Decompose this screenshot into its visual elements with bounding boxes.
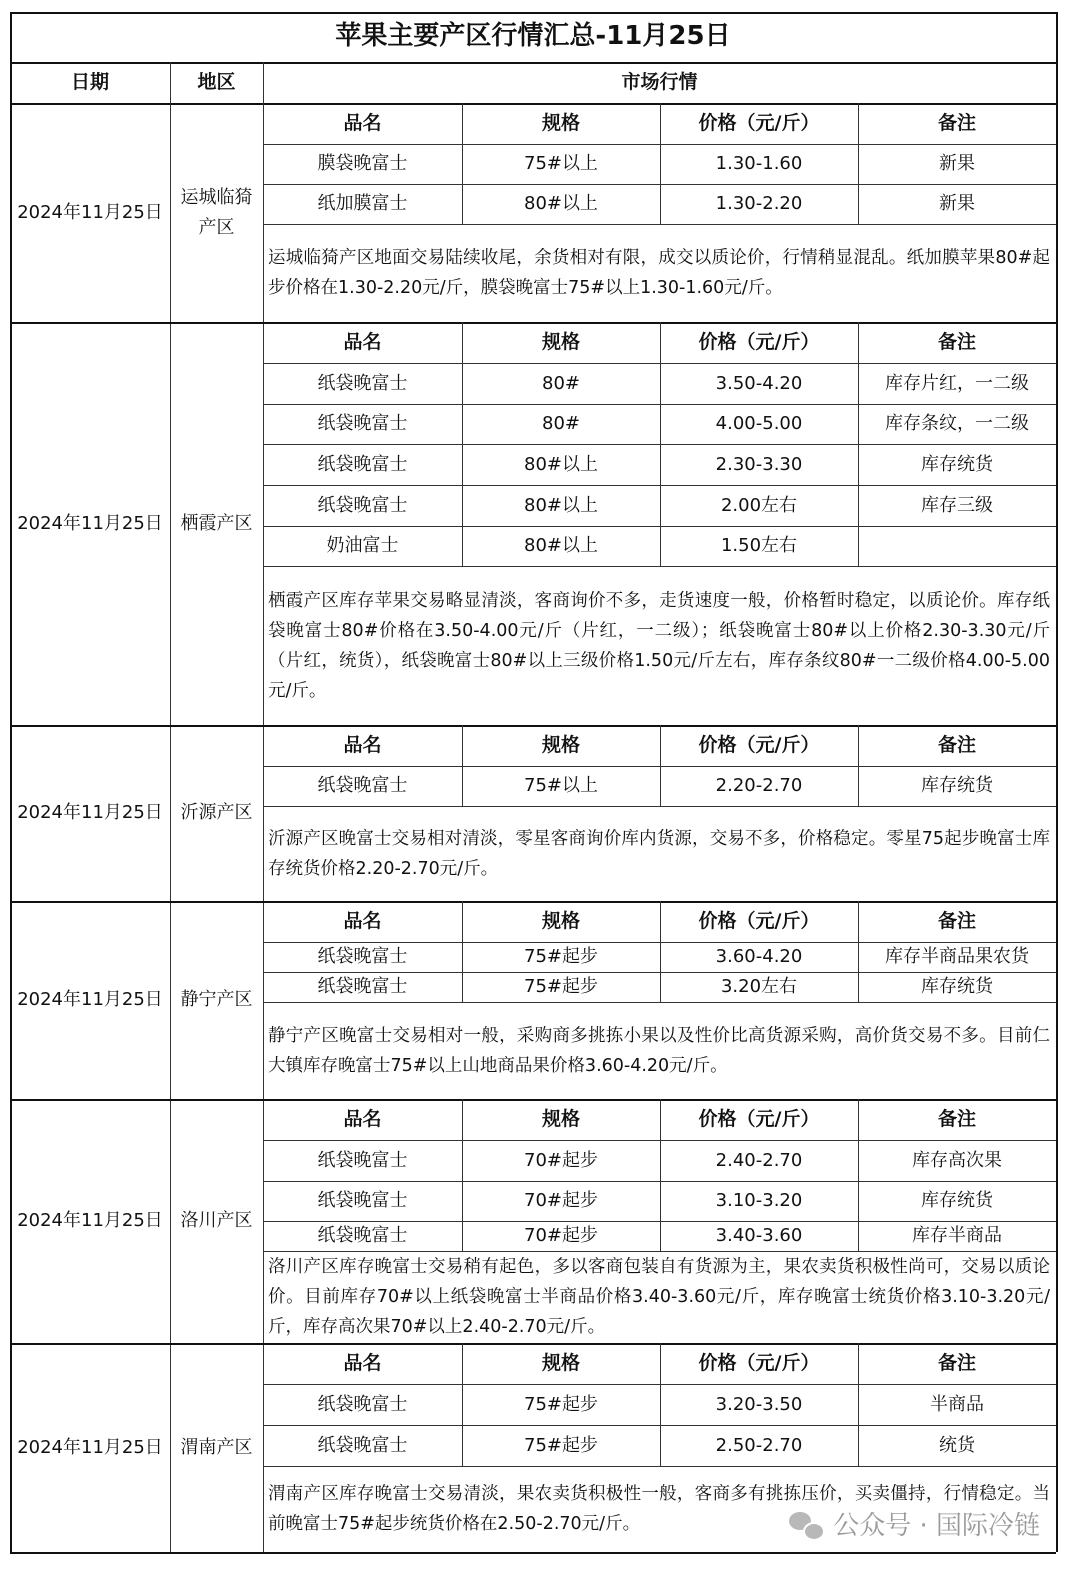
region-line: 运城临猗 [180, 186, 253, 208]
cell-spec: 75#起步 [524, 1393, 598, 1415]
sub-column-divider [858, 1343, 859, 1466]
cell-name: 纸袋晚富士 [317, 775, 408, 797]
subheader-spec: 规格 [541, 1352, 580, 1375]
section-summary [263, 1251, 1056, 1343]
section-summary [263, 1002, 1056, 1099]
sub-column-divider [858, 1099, 859, 1251]
summary-text: 洛川产区库存晚富士交易稍有起色，多以客商包装自有货源为主，果农卖货积极性尚可，交易以质论价。目前库存70#以上纸袋晚富士半商品价格3.40-3.60元/斤，库存晚富士统货价格3.10-3.20元/斤，库存高次果70#以上2.40-2.70元/斤。 [268, 1257, 1050, 1337]
sub-column-divider [858, 322, 859, 566]
region-line: 产区 [198, 216, 235, 238]
cell-note: 库存三级 [921, 494, 993, 516]
cell-name: 纸袋晚富士 [317, 1190, 408, 1212]
cell-note: 库存片红，一二级 [885, 372, 1029, 394]
subheader-name: 品名 [343, 734, 382, 757]
watermark-text: 公众号 · 国际冷链 [833, 1511, 1040, 1541]
wechat-icon [789, 1510, 823, 1538]
cell-name: 纸袋晚富士 [317, 494, 408, 516]
cell-price: 2.20-2.70 [715, 775, 803, 797]
table-border-right [1056, 12, 1058, 1552]
cell-note: 半商品 [930, 1393, 984, 1415]
cell-spec: 80#以上 [524, 494, 598, 516]
cell-spec: 75#以上 [524, 153, 598, 175]
cell-note: 库存统货 [921, 453, 993, 475]
cell-price: 2.00左右 [720, 494, 798, 516]
section-date: 2024年11月25日 [17, 989, 163, 1011]
table-border-top [10, 12, 1056, 14]
section-summary [263, 566, 1056, 725]
region-line: 栖霞产区 [180, 512, 253, 534]
cell-price: 3.60-4.20 [715, 946, 803, 968]
sub-column-divider [462, 901, 463, 1002]
cell-name: 纸袋晚富士 [317, 413, 408, 435]
subheader-spec: 规格 [541, 331, 580, 354]
sub-column-divider [660, 322, 661, 566]
sub-column-divider [462, 725, 463, 806]
cell-spec: 80# [542, 372, 580, 394]
title-divider [10, 62, 1056, 64]
sub-column-divider [660, 103, 661, 224]
subheader-price: 价格（元/斤） [698, 1108, 820, 1131]
cell-price: 3.50-4.20 [715, 372, 803, 394]
section-summary [263, 224, 1056, 322]
cell-name: 纸袋晚富士 [317, 1225, 408, 1247]
cell-note: 库存高次果 [912, 1149, 1002, 1171]
cell-name: 纸袋晚富士 [317, 946, 408, 968]
section-date: 2024年11月25日 [17, 1210, 163, 1232]
subheader-price: 价格（元/斤） [698, 910, 820, 933]
cell-note: 库存条纹，一二级 [885, 413, 1029, 435]
cell-price: 3.10-3.20 [715, 1190, 803, 1212]
cell-name: 纸袋晚富士 [317, 1434, 408, 1456]
watermark [789, 1505, 1040, 1542]
subheader-note: 备注 [937, 1108, 976, 1131]
cell-spec: 75#起步 [524, 946, 598, 968]
cell-spec: 75#起步 [524, 1434, 598, 1456]
subheader-price: 价格（元/斤） [698, 112, 820, 135]
cell-price: 4.00-5.00 [715, 413, 803, 435]
section-region [170, 901, 263, 1099]
subheader-note: 备注 [937, 331, 976, 354]
summary-text: 栖霞产区库存苹果交易略显清淡，客商询价不多，走货速度一般，价格暂时稳定，以质论价。库存纸袋晚富士80#价格在3.50-4.00元/斤（片红，一二级）；纸袋晚富士80#以上价格2.30-3.30元/斤（片红，统货），纸袋晚富士80#以上三级价格1.50元/斤左右，库存条纹80#一二级价格4.00-5.00元/斤。 [268, 590, 1050, 701]
column-header-region: 地区 [197, 71, 236, 94]
sub-column-divider [660, 1099, 661, 1251]
subheader-name: 品名 [343, 112, 382, 135]
subheader-note: 备注 [937, 1352, 976, 1375]
cell-price: 3.40-3.60 [715, 1225, 803, 1247]
cell-name: 膜袋晚富士 [317, 153, 408, 175]
sub-column-divider [858, 901, 859, 1002]
cell-name: 奶油富士 [326, 535, 399, 557]
subheader-name: 品名 [343, 1108, 382, 1131]
cell-name: 纸袋晚富士 [317, 976, 408, 998]
cell-price: 2.40-2.70 [715, 1149, 803, 1171]
region-line: 洛川产区 [180, 1210, 253, 1231]
cell-spec: 80# [542, 413, 580, 435]
summary-text: 渭南产区库存晚富士交易清淡，果农卖货积极性一般，客商多有挑拣压价，买卖僵持，行情稳定。当前晚富士75#起步统货价格在2.50-2.70元/斤。 [268, 1484, 1050, 1534]
cell-name: 纸加膜富士 [317, 193, 408, 215]
cell-spec: 80#以上 [524, 453, 598, 475]
section-summary [263, 806, 1056, 901]
sub-column-divider [660, 725, 661, 806]
summary-text: 运城临猗产区地面交易陆续收尾，余货相对有限，成交以质论价，行情稍显混乱。纸加膜苹果80#起步价格在1.30-2.20元/斤，膜袋晚富士75#以上1.30-1.60元/斤。 [268, 248, 1050, 298]
cell-price: 1.30-1.60 [715, 153, 803, 175]
sub-column-divider [462, 1343, 463, 1466]
subheader-spec: 规格 [541, 734, 580, 757]
cell-spec: 80#以上 [524, 535, 598, 557]
sub-column-divider [660, 901, 661, 1002]
cell-note: 新果 [939, 153, 975, 175]
section-region [170, 322, 263, 725]
cell-name: 纸袋晚富士 [317, 453, 408, 475]
subheader-note: 备注 [937, 910, 976, 933]
subheader-price: 价格（元/斤） [698, 1352, 820, 1375]
cell-name: 纸袋晚富士 [317, 372, 408, 394]
subheader-name: 品名 [343, 331, 382, 354]
subheader-name: 品名 [343, 1352, 382, 1375]
region-line: 沂源产区 [180, 802, 253, 823]
sub-column-divider [462, 1099, 463, 1251]
subheader-note: 备注 [937, 112, 976, 135]
subheader-spec: 规格 [541, 112, 580, 135]
region-line: 渭南产区 [180, 1436, 253, 1458]
sub-column-divider [858, 103, 859, 224]
cell-note: 库存统货 [921, 775, 993, 797]
cell-name: 纸袋晚富士 [317, 1393, 408, 1415]
subheader-name: 品名 [343, 910, 382, 933]
section-region [170, 1099, 263, 1343]
cell-price: 3.20左右 [720, 976, 798, 998]
section-region [170, 725, 263, 901]
cell-price: 1.50左右 [720, 535, 798, 557]
cell-note: 新果 [939, 193, 975, 215]
section-divider [10, 1552, 1056, 1554]
sub-column-divider [462, 103, 463, 224]
section-date: 2024年11月25日 [17, 802, 163, 824]
cell-price: 1.30-2.20 [715, 193, 803, 215]
cell-note [858, 526, 1056, 566]
cell-note: 库存半商品果农货 [885, 946, 1029, 968]
column-header-market: 市场行情 [621, 71, 698, 94]
subheader-spec: 规格 [541, 1108, 580, 1131]
column-header-date: 日期 [70, 71, 109, 94]
summary-text: 静宁产区晚富士交易相对一般，采购商多挑拣小果以及性价比高货源采购，高价货交易不多。目前仁大镇库存晚富士75#以上山地商品果价格3.60-4.20元/斤。 [268, 1025, 1050, 1076]
summary-text: 沂源产区晚富士交易相对清淡，零星客商询价库内货源，交易不多，价格稳定。零星75起步晚富士库存统货价格2.20-2.70元/斤。 [268, 828, 1050, 879]
cell-note: 库存统货 [921, 1190, 993, 1212]
cell-note: 统货 [939, 1434, 975, 1456]
region-line: 静宁产区 [180, 989, 253, 1010]
sub-column-divider [660, 1343, 661, 1466]
cell-spec: 70#起步 [524, 1225, 598, 1247]
cell-spec: 80#以上 [524, 193, 598, 215]
section-date: 2024年11月25日 [17, 512, 163, 534]
cell-note: 库存统货 [921, 976, 993, 998]
subheader-note: 备注 [937, 734, 976, 757]
sub-column-divider [858, 725, 859, 806]
sub-column-divider [462, 322, 463, 566]
cell-price: 2.50-2.70 [715, 1434, 803, 1456]
section-date: 2024年11月25日 [17, 201, 163, 223]
cell-spec: 70#起步 [524, 1190, 598, 1212]
page-title: 苹果主要产区行情汇总-11月25日 [335, 21, 731, 52]
cell-spec: 75#以上 [524, 775, 598, 797]
subheader-spec: 规格 [541, 910, 580, 933]
section-date: 2024年11月25日 [17, 1436, 163, 1458]
section-region [170, 1343, 263, 1552]
cell-name: 纸袋晚富士 [317, 1149, 408, 1171]
subheader-price: 价格（元/斤） [698, 734, 820, 757]
cell-note: 库存半商品 [912, 1225, 1002, 1247]
cell-price: 2.30-3.30 [715, 453, 803, 475]
subheader-price: 价格（元/斤） [698, 331, 820, 354]
section-region [170, 103, 263, 322]
cell-spec: 75#起步 [524, 976, 598, 998]
cell-price: 3.20-3.50 [715, 1393, 803, 1415]
cell-spec: 70#起步 [524, 1149, 598, 1171]
